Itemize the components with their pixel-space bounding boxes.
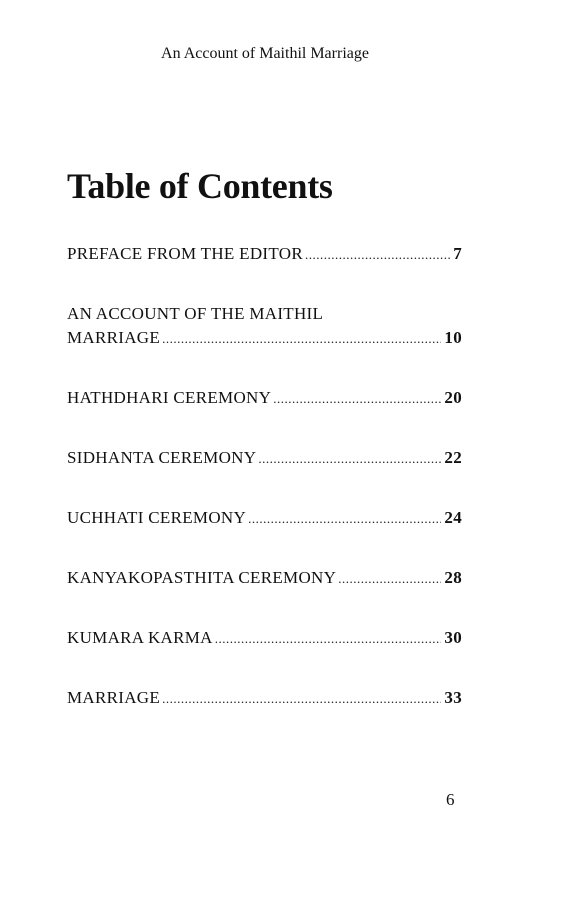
toc-entry-title: HATHDHARI CEREMONY	[67, 388, 272, 407]
toc-dot-leader	[248, 507, 441, 531]
toc-entry-title: UCHHATI CEREMONY	[67, 508, 247, 527]
toc-entry-account[interactable]	[67, 302, 462, 351]
toc-entry-preface[interactable]	[67, 242, 462, 267]
toc-entry-hathdhari[interactable]	[67, 386, 462, 411]
toc-entry-title: KANYAKOPASTHITA CEREMONY	[67, 568, 337, 587]
toc-dot-leader	[162, 327, 441, 351]
toc-entry-title: PREFACE FROM THE EDITOR	[67, 244, 303, 263]
toc-entry-page: 7	[453, 244, 462, 263]
toc-dot-leader	[338, 567, 441, 591]
toc-entry-page: 10	[444, 328, 462, 347]
page-number: 6	[446, 790, 455, 809]
toc-dot-leader	[258, 447, 441, 471]
toc-entry-sidhanta[interactable]	[67, 446, 462, 471]
toc-dot-leader	[215, 627, 442, 651]
toc-dot-leader	[273, 387, 441, 411]
toc-entry-title-line: AN ACCOUNT OF THE MAITHIL	[67, 304, 324, 323]
toc-entry-page: 28	[444, 568, 462, 587]
toc-entry-title: KUMARA KARMA	[67, 628, 213, 647]
toc-entry-uchhati[interactable]	[67, 506, 462, 531]
toc-entry-page: 22	[444, 448, 462, 467]
toc-entry-page: 24	[444, 508, 462, 527]
toc-entry-page: 30	[444, 628, 462, 647]
toc-entry-page: 20	[444, 388, 462, 407]
toc-entry-kumara-karma[interactable]	[67, 626, 462, 651]
toc-entry-marriage[interactable]	[67, 686, 462, 711]
toc-entry-title: MARRIAGE	[67, 328, 161, 347]
toc-list	[67, 242, 462, 746]
toc-entry-title: SIDHANTA CEREMONY	[67, 448, 257, 467]
toc-dot-leader	[162, 687, 441, 711]
toc-entry-page: 33	[444, 688, 462, 707]
toc-entry-kanyakopasthita[interactable]	[67, 566, 462, 591]
toc-title: Table of Contents	[67, 166, 333, 206]
toc-dot-leader	[305, 243, 450, 267]
toc-entry-title: MARRIAGE	[67, 688, 161, 707]
running-header: An Account of Maithil Marriage	[161, 45, 369, 62]
